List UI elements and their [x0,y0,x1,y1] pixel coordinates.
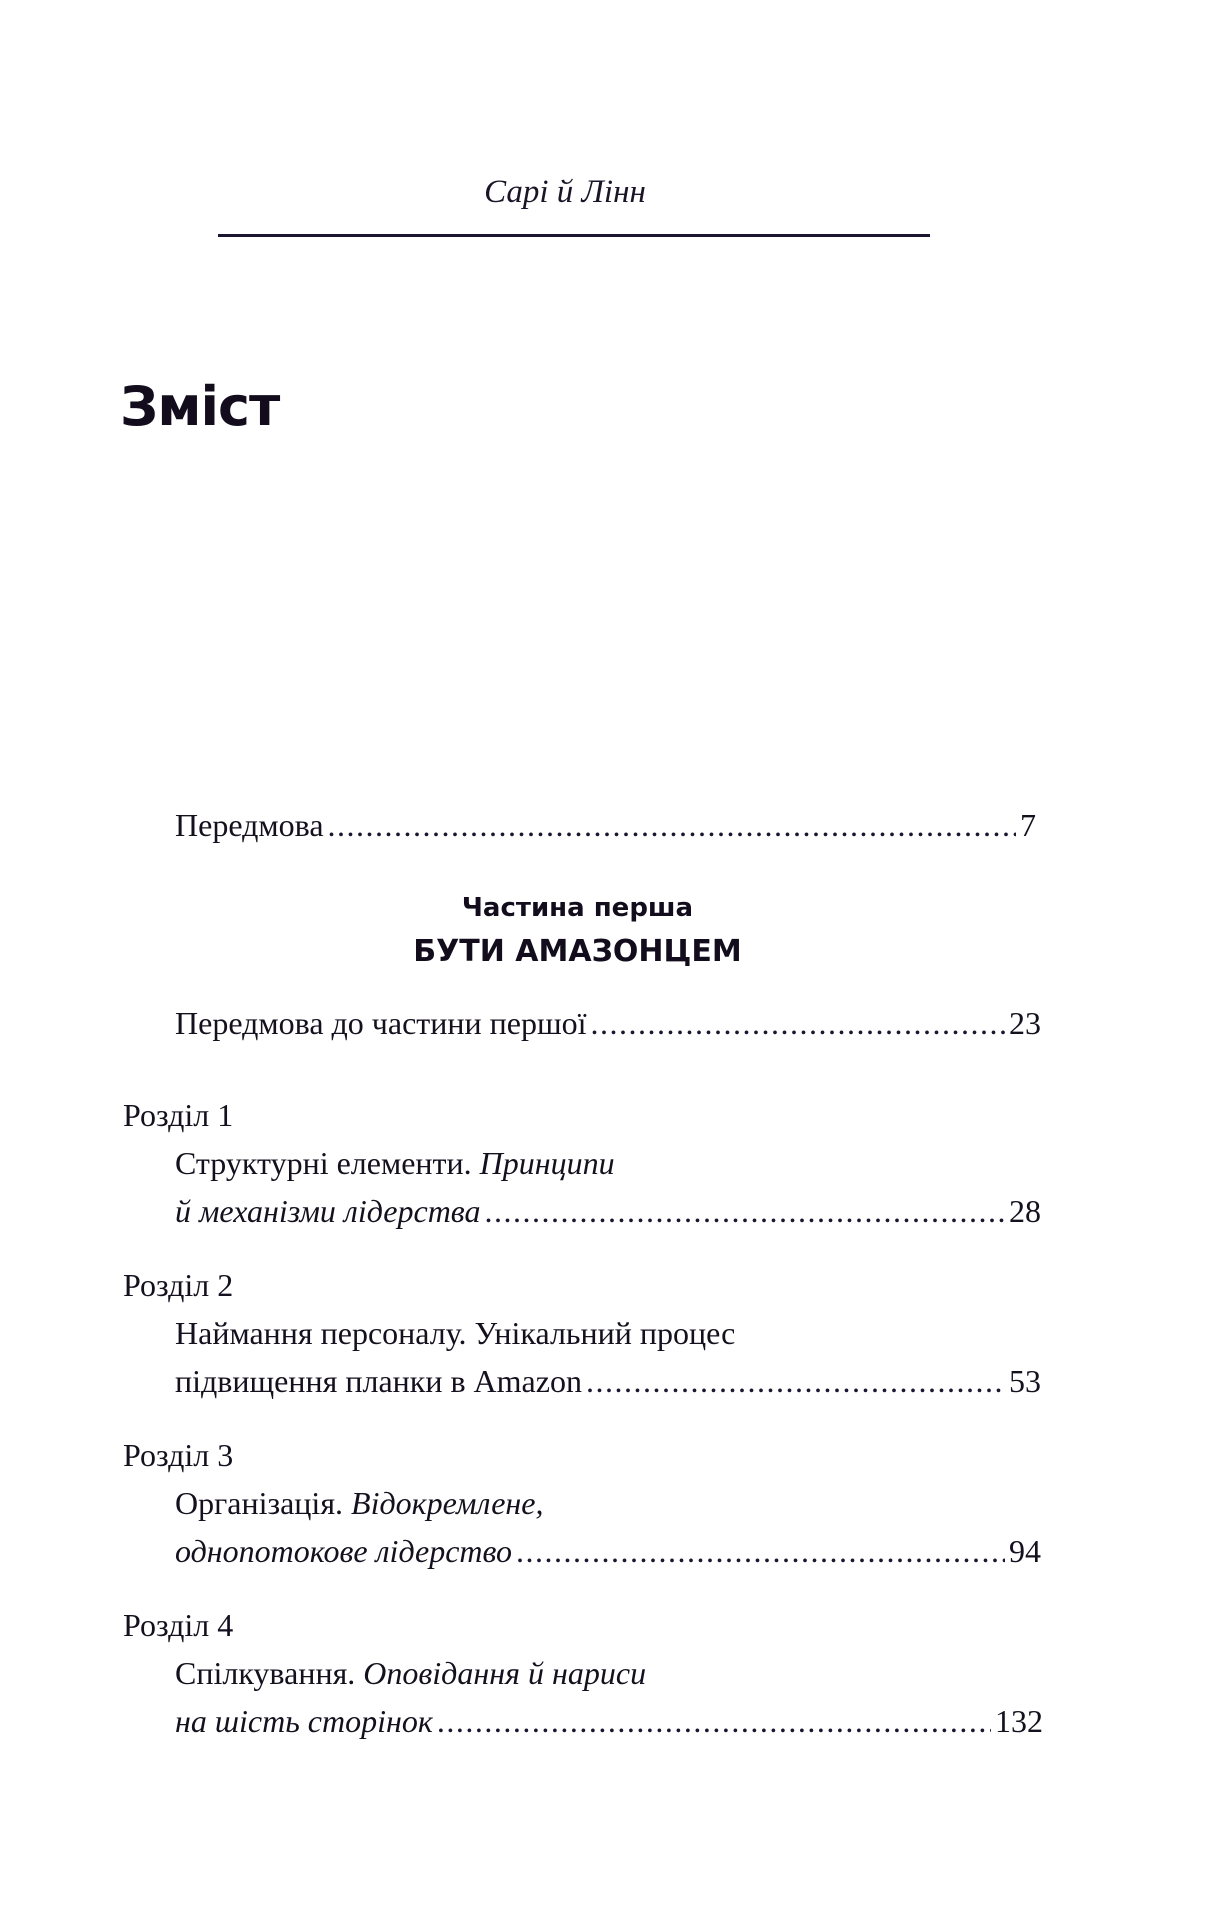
dot-leader [484,1189,1005,1233]
chapter-title-line1 [175,1651,646,1695]
dot-leader [591,1001,1005,1045]
toc-entry-text: й механізми лідерства [175,1193,481,1229]
chapter-title-regular: Спілкування. [175,1655,356,1691]
chapter-label: Розділ 1 [123,1097,234,1133]
chapter-title-regular: Наймання персоналу. Унікальний процес [175,1315,736,1351]
part-title: БУТИ АМАЗОНЦЕМ [413,934,742,969]
toc-entry-text: Передмова до частини першої [175,1005,587,1041]
dot-leader [437,1699,991,1743]
toc-entry-chapter-4[interactable] [175,1699,1043,1743]
page-title: Зміст [120,375,280,438]
toc-page-number: 132 [995,1703,1043,1739]
dot-leader [516,1529,1005,1573]
toc-entry-text: однопотокове лідерство [175,1533,512,1569]
chapter-title-italic: Оповідання й нариси [363,1655,647,1691]
chapter-title-regular: Структурні елементи. [175,1145,472,1181]
toc-page-number: 7 [1020,807,1036,843]
toc-entry-text: Передмова [175,807,324,843]
chapter-label: Розділ 2 [123,1267,234,1303]
toc-entry-preface[interactable] [175,803,1036,847]
dedication: Сарі й Лінн [484,174,646,210]
chapter-title-italic: Принципи [479,1145,615,1181]
chapter-title-line1 [175,1141,615,1185]
toc-page-number: 23 [1009,1005,1041,1041]
toc-page-number: 53 [1009,1363,1041,1399]
chapter-label: Розділ 3 [123,1437,234,1473]
dot-leader [586,1359,1005,1403]
chapter-title-line1 [175,1481,543,1525]
divider-rule [218,234,930,237]
toc-entry-chapter-2[interactable] [175,1359,1041,1403]
toc-entry-part-preface[interactable] [175,1001,1041,1045]
part-label: Частина перша [461,893,694,923]
chapter-title-italic: Відокремлене, [351,1485,544,1521]
toc-entry-chapter-1[interactable] [175,1189,1041,1233]
toc-entry-text: на шість сторінок [175,1703,433,1739]
toc-page-number: 28 [1009,1193,1041,1229]
dot-leader [328,803,1016,847]
toc-entry-chapter-3[interactable] [175,1529,1041,1573]
chapter-title-regular: Організація. [175,1485,344,1521]
toc-entry-text: підвищення планки в Amazon [175,1363,582,1399]
toc-page-number: 94 [1009,1533,1041,1569]
chapter-label: Розділ 4 [123,1607,234,1643]
chapter-title-line1 [175,1311,735,1355]
